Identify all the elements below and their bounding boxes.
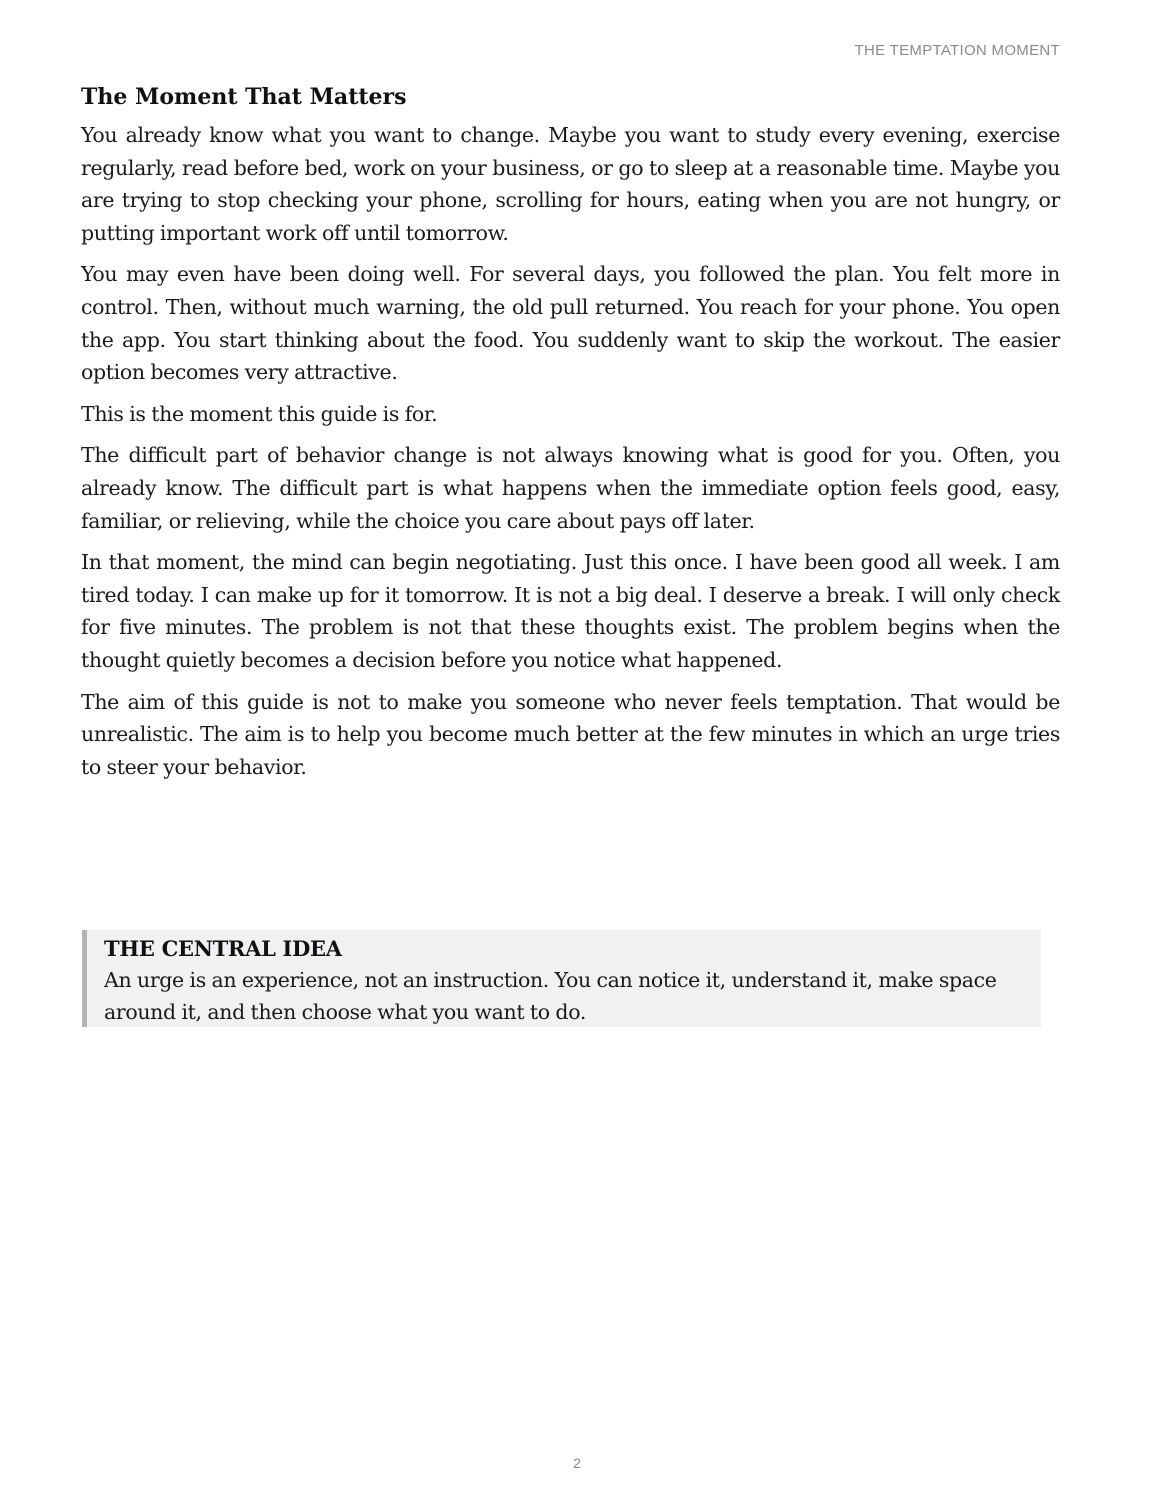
section-heading: The Moment That Matters — [81, 84, 407, 110]
body-paragraph: You already know what you want to change. Maybe you want to study every evening, exercise regularly, read before bed, work on your business, or go to sleep at a reasonable time. Maybe you are trying to stop checking your phone, scrolling for hours, eating when you are not hungry, or putting important work off until tomorrow. — [81, 123, 1060, 245]
main-content — [81, 81, 1060, 792]
callout-text: An urge is an experience, not an instruction. You can notice it, understand it, make space around it, and then choose what you want to do. — [104, 968, 997, 1024]
callout-title: THE CENTRAL IDEA — [104, 936, 342, 961]
callout-box — [82, 930, 1041, 1027]
body-paragraph: You may even have been doing well. For several days, you followed the plan. You felt more in control. Then, without much warning, the old pull returned. You reach for your phone. You open the app. You start thinking about the food. You suddenly want to skip the workout. The easier option becomes very attractive. — [81, 262, 1060, 385]
body-paragraph: This is the moment this guide is for. — [81, 401, 438, 426]
page-number: 2 — [573, 1455, 581, 1471]
body-paragraph: In that moment, the mind can begin negotiating. Just this once. I have been good all week. I am tired today. I can make up for it tomorrow. It is not a big deal. I deserve a break. I will only check for five minutes. The problem is not that these thoughts exist. The problem begins when the thought quietly becomes a decision before you notice what happened. — [81, 550, 1060, 672]
body-paragraph: The difficult part of behavior change is not always knowing what is good for you. Often, you already know. The difficult part is what happens when the immediate option feels good, easy, familiar, or relieving, while the choice you care about pays off later. — [81, 443, 1060, 533]
body-paragraph: The aim of this guide is not to make you someone who never feels temptation. That would be unrealistic. The aim is to help you become much better at the few minutes in which an urge tries to steer your behavior. — [81, 689, 1060, 779]
running-header: THE TEMPTATION MOMENT — [854, 42, 1060, 59]
